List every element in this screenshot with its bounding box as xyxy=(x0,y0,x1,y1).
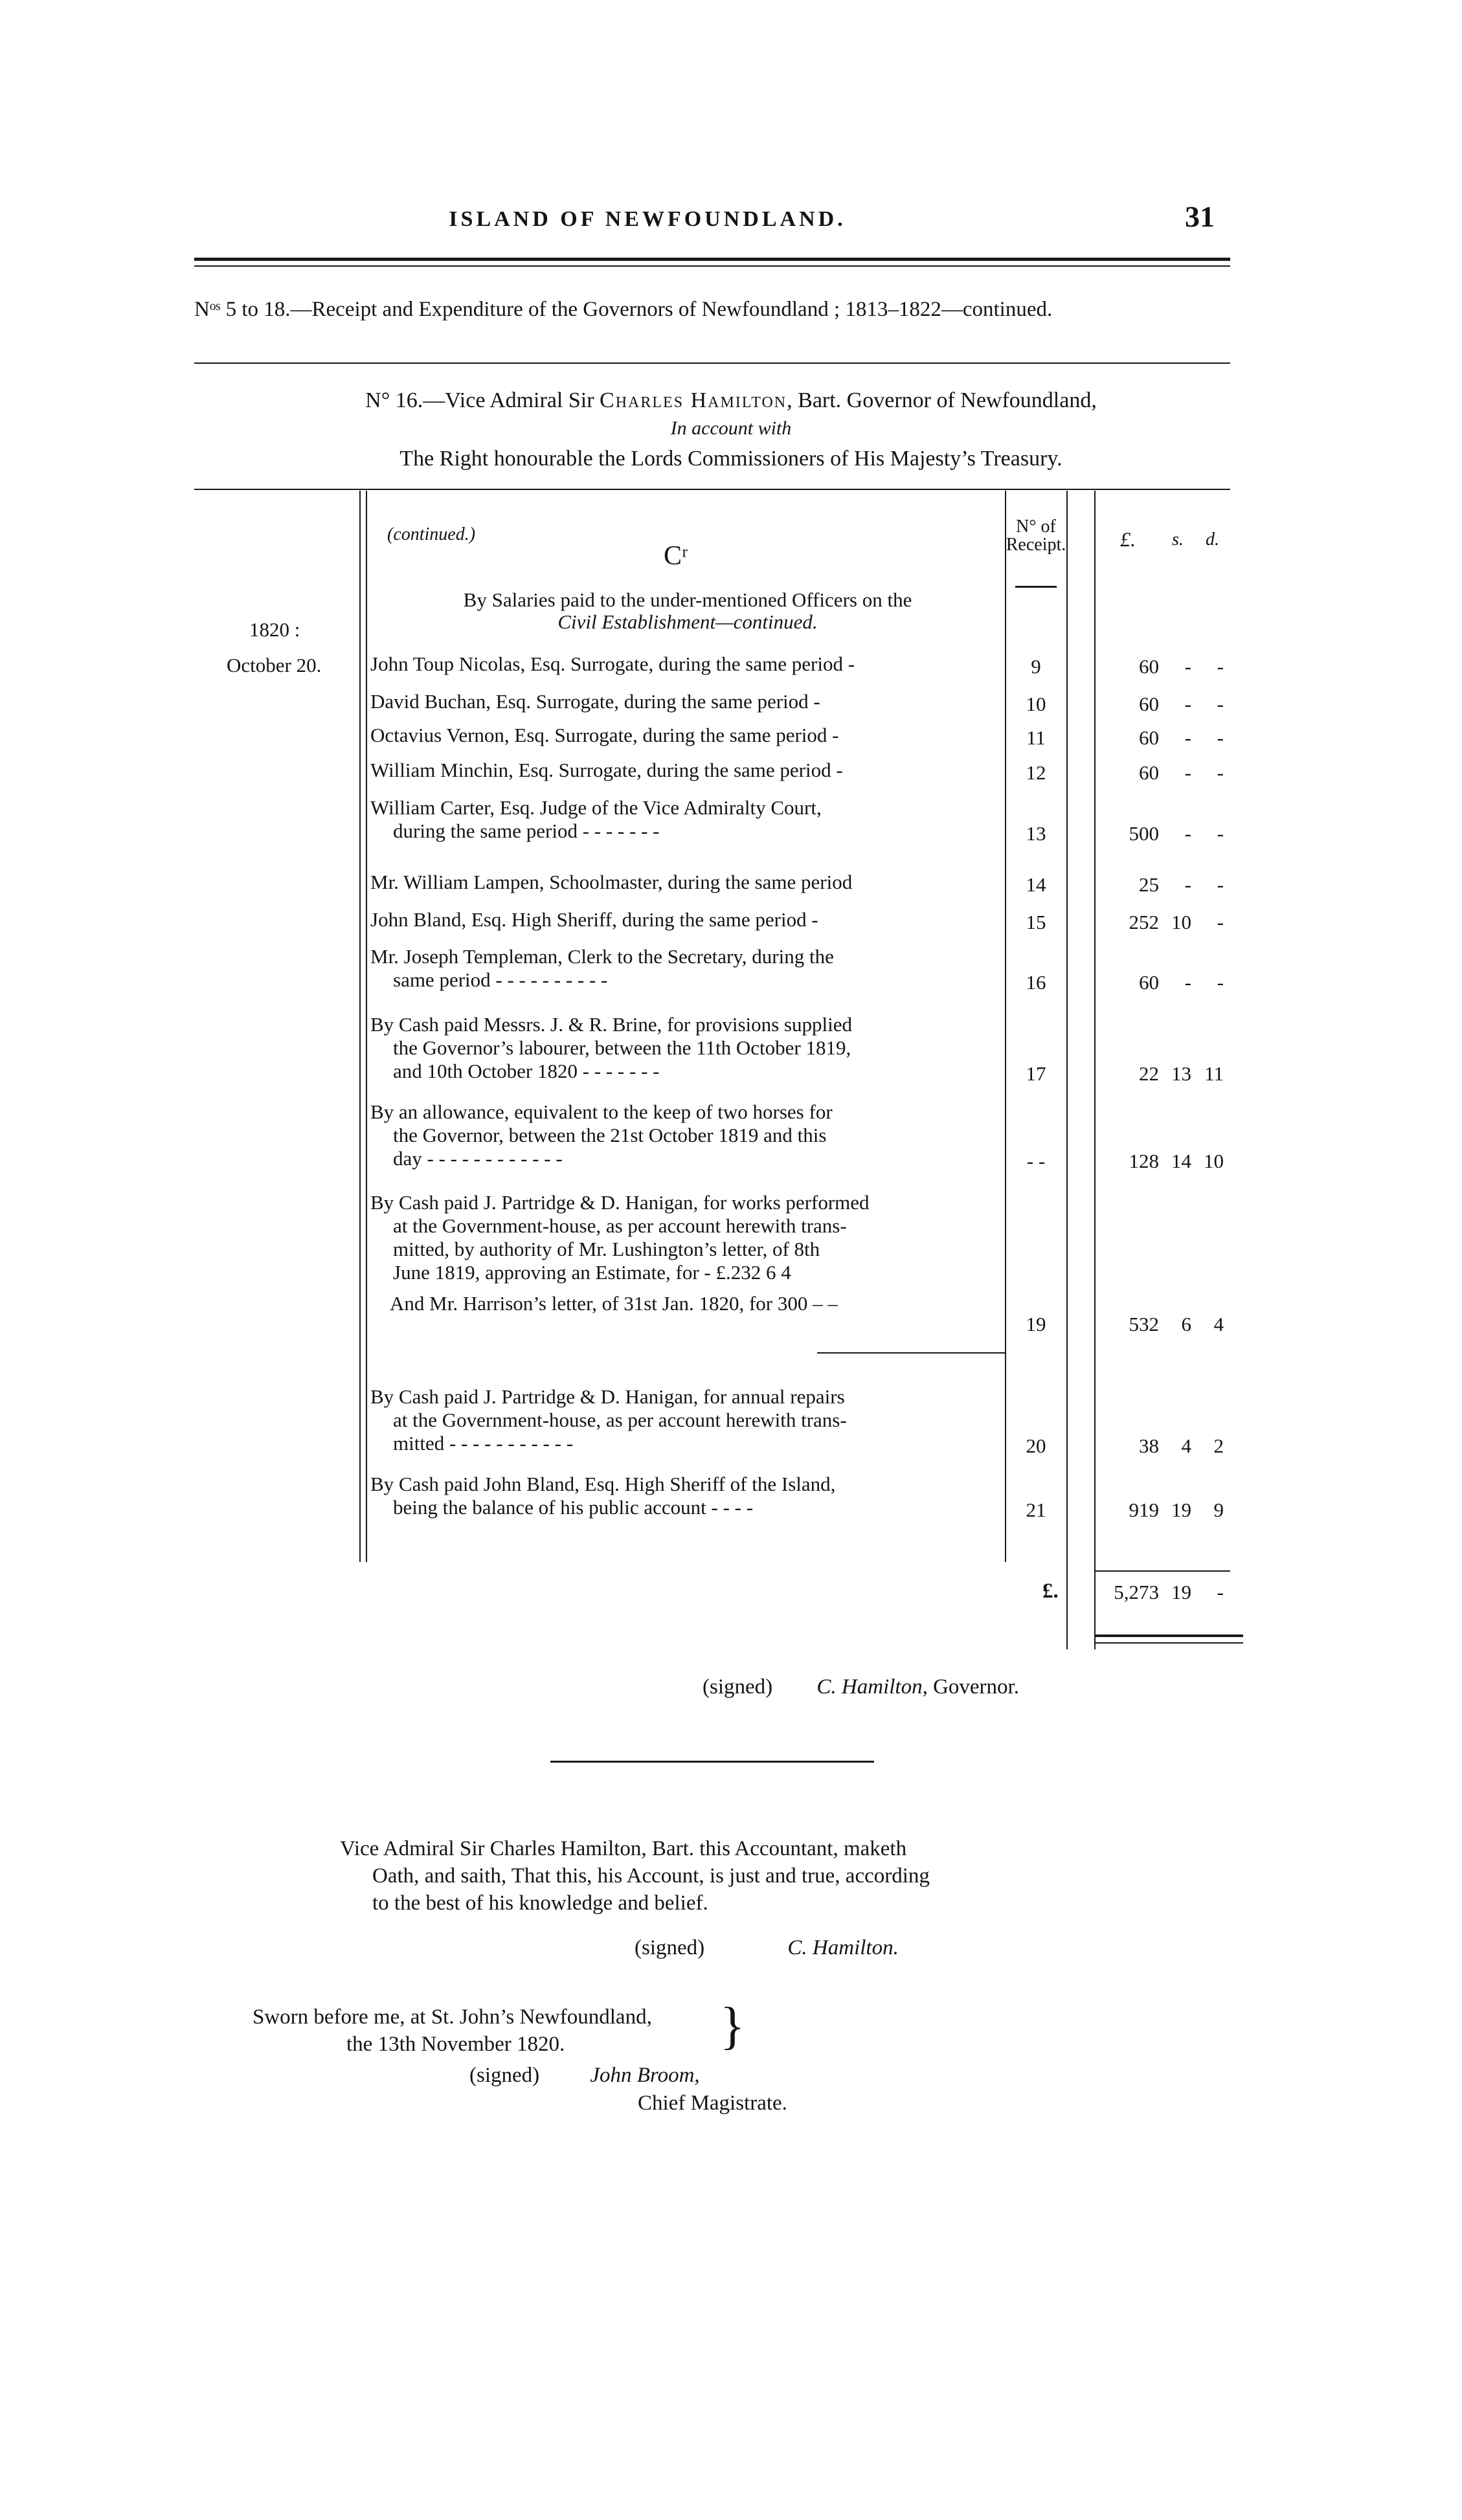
amount-pounds: 60 xyxy=(1139,761,1159,784)
amount-pence: 9 xyxy=(1213,1499,1224,1521)
amount-pounds: 60 xyxy=(1139,971,1159,994)
total-symbol: £. xyxy=(1042,1579,1059,1603)
receipt-number: 19 xyxy=(1026,1313,1046,1335)
receipt-number: 16 xyxy=(1026,971,1046,994)
entry-text xyxy=(370,945,1018,992)
shillings-header: s. xyxy=(1172,530,1184,550)
amount-shillings: - xyxy=(1184,693,1191,715)
date-col-divider-b xyxy=(366,491,367,1562)
amount-pounds: 25 xyxy=(1139,873,1159,896)
entry-line: By an allowance, equivalent to the keep of two horses for xyxy=(370,1100,833,1123)
entry-line: Mr. William Lampen, Schoolmaster, during the same period xyxy=(370,871,853,893)
entry-line: And Mr. Harrison’s letter, of 31st Jan. 1820, for 300 – – xyxy=(390,1292,838,1315)
total-rule-bottom-b xyxy=(1094,1642,1243,1644)
amount-shillings: - xyxy=(1184,873,1191,896)
entry-text xyxy=(370,1100,1018,1170)
amount-shillings: 6 xyxy=(1181,1313,1191,1335)
entry-line: John Bland, Esq. High Sheriff, during the same period - xyxy=(370,908,818,931)
sworn-name: John Broom, xyxy=(590,2064,700,2087)
amount-pounds: 919 xyxy=(1129,1499,1159,1521)
entry-line: mitted - - - - - - - - - - - xyxy=(393,1432,574,1455)
entry-text xyxy=(370,1473,1018,1519)
receipt-number: - - xyxy=(1026,1150,1046,1172)
amount-shillings: - xyxy=(1184,726,1191,749)
account-with: In account with xyxy=(670,418,792,439)
entry-line: being the balance of his public account - - - - xyxy=(393,1496,754,1519)
table-top-rule xyxy=(194,489,1230,490)
sworn-signature xyxy=(469,2062,700,2089)
entry-text xyxy=(370,1191,1018,1315)
oath-signed: (signed) xyxy=(635,1936,705,1959)
sworn-paragraph xyxy=(253,2003,652,2058)
amount-shillings: - xyxy=(1184,822,1191,845)
amount-shillings: 14 xyxy=(1171,1150,1191,1172)
amount-shillings: - xyxy=(1184,971,1191,994)
header-rule-thick xyxy=(194,258,1230,261)
account-heading xyxy=(0,388,1462,413)
amount-pounds: 22 xyxy=(1139,1062,1159,1085)
oath-line1: Vice Admiral Sir Charles Hamilton, Bart. this Accountant, maketh xyxy=(340,1837,907,1860)
entry-line: same period - - - - - - - - - - xyxy=(393,968,608,991)
sworn-line2: the 13th November 1820. xyxy=(346,2033,565,2056)
receipt-header-line2: Receipt. xyxy=(1006,535,1066,555)
amount-shillings: 19 xyxy=(1171,1499,1191,1521)
entry-text xyxy=(370,690,1018,713)
amount-pence: - xyxy=(1217,761,1224,784)
signer-name: C. Hamilton, xyxy=(816,1675,928,1699)
entry-text xyxy=(370,759,1018,782)
entry-text xyxy=(370,724,1018,747)
total-shillings: 19 xyxy=(1171,1581,1191,1603)
amount-pounds: 60 xyxy=(1139,693,1159,715)
amount-shillings: 13 xyxy=(1171,1062,1191,1085)
entry-text xyxy=(370,1385,1018,1455)
amount-pence: - xyxy=(1217,726,1224,749)
signer-title: Governor. xyxy=(933,1675,1019,1699)
amount-pence: - xyxy=(1217,971,1224,994)
amount-pounds: 60 xyxy=(1139,726,1159,749)
oath-line3: to the best of his knowledge and belief. xyxy=(372,1891,708,1915)
date-label: October 20. xyxy=(227,654,322,676)
entry-line: William Minchin, Esq. Surrogate, during the same period - xyxy=(370,759,843,781)
separator-rule xyxy=(550,1761,874,1763)
amount-pence: - xyxy=(1217,911,1224,933)
entry-line: John Toup Nicolas, Esq. Surrogate, during the same period - xyxy=(370,652,855,675)
entry-line: By Cash paid J. Partridge & D. Hanigan, for works performed xyxy=(370,1191,870,1214)
date-col-divider xyxy=(359,491,361,1562)
entry-line: mitted, by authority of Mr. Lushington’s letter, of 8th xyxy=(393,1238,820,1260)
amount-pence: - xyxy=(1217,822,1224,845)
amount-pounds: 500 xyxy=(1129,822,1159,845)
amount-shillings: 4 xyxy=(1181,1434,1191,1457)
receipt-number: 12 xyxy=(1026,761,1046,784)
intro-line1: By Salaries paid to the under-mentioned Officers on the xyxy=(463,588,912,611)
entry-line: By Cash paid Messrs. J. & R. Brine, for provisions supplied xyxy=(370,1013,852,1036)
pounds-header: £. xyxy=(1120,528,1136,551)
account-prefix: N° 16.—Vice Admiral Sir xyxy=(365,388,600,412)
sworn-signed: (signed) xyxy=(469,2064,540,2087)
amount-shillings: - xyxy=(1184,761,1191,784)
receipt-number: 11 xyxy=(1026,726,1046,749)
entry-line: William Carter, Esq. Judge of the Vice Admiralty Court, xyxy=(370,796,822,819)
continued-label: (continued.) xyxy=(387,524,476,544)
receipt-number: 21 xyxy=(1026,1499,1046,1521)
signed-label: (signed) xyxy=(703,1675,773,1699)
amount-pounds: 60 xyxy=(1139,655,1159,678)
entry-line: the Governor, between the 21st October 1819 and this xyxy=(393,1124,827,1146)
receipt-header-rule xyxy=(1015,586,1057,588)
entry-line: Octavius Vernon, Esq. Surrogate, during the same period - xyxy=(370,724,839,746)
amount-pounds: 38 xyxy=(1139,1434,1159,1457)
receipt-number: 20 xyxy=(1026,1434,1046,1457)
receipt-number: 10 xyxy=(1026,693,1046,715)
entry-line: By Cash paid John Bland, Esq. High Sheriff of the Island, xyxy=(370,1473,836,1495)
salaries-intro xyxy=(370,589,1005,633)
subtotal-rule-19 xyxy=(817,1352,1005,1354)
pence-header: d. xyxy=(1206,530,1219,550)
oath-line2: Oath, and saith, That this, his Account, is just and true, according xyxy=(372,1864,930,1888)
entry-text xyxy=(370,652,1018,676)
entry-text xyxy=(370,908,1018,931)
entry-line: David Buchan, Esq. Surrogate, during the same period - xyxy=(370,690,820,713)
amount-pence: 11 xyxy=(1204,1062,1224,1085)
subtitle-rule xyxy=(194,362,1230,364)
amount-pence: 2 xyxy=(1213,1434,1224,1457)
total-rule-top xyxy=(1094,1570,1230,1572)
entry-line: Mr. Joseph Templeman, Clerk to the Secretary, during the xyxy=(370,945,834,968)
amount-shillings: 10 xyxy=(1171,911,1191,933)
amount-pounds: 252 xyxy=(1129,911,1159,933)
subtitle: Nᵒˢ 5 to 18.—Receipt and Expenditure of the Governors of Newfoundland ; 1813–1822—continued. xyxy=(194,298,1053,321)
entry-line: day - - - - - - - - - - - - xyxy=(393,1147,563,1170)
amount-pence: - xyxy=(1217,655,1224,678)
receipt-header-line1: N° of xyxy=(1016,517,1056,537)
signature-governor xyxy=(703,1673,1019,1700)
receipt-number: 9 xyxy=(1031,655,1041,678)
oath-name: C. Hamilton. xyxy=(787,1936,899,1959)
money-col-left xyxy=(1094,491,1096,1649)
receipt-number: 15 xyxy=(1026,911,1046,933)
cr-label: Cʳ xyxy=(664,541,688,571)
header-rule-thin xyxy=(194,265,1230,267)
receipt-number: 17 xyxy=(1026,1062,1046,1085)
amount-pence: 4 xyxy=(1213,1313,1224,1335)
entry-text xyxy=(370,1013,1018,1083)
amount-shillings: - xyxy=(1184,655,1191,678)
entry-line: at the Government-house, as per account herewith trans- xyxy=(393,1409,847,1431)
total-rule-bottom-a xyxy=(1094,1634,1243,1637)
year-label: 1820 : xyxy=(249,618,300,641)
sworn-brace: } xyxy=(720,1998,745,2055)
governor-name: Charles Hamilton xyxy=(600,388,787,412)
page-number: 31 xyxy=(1185,200,1215,233)
entry-line: June 1819, approving an Estimate, for - £.232 6 4 xyxy=(393,1261,791,1284)
entry-text xyxy=(370,796,1018,843)
amount-pounds: 532 xyxy=(1129,1313,1159,1335)
amount-pence: 10 xyxy=(1204,1150,1224,1172)
entry-line: By Cash paid J. Partridge & D. Hanigan, for annual repairs xyxy=(370,1385,845,1408)
oath-signature xyxy=(635,1934,899,1961)
account-suffix: , Bart. Governor of Newfoundland, xyxy=(787,388,1097,412)
receipt-number: 14 xyxy=(1026,873,1046,896)
sworn-line1: Sworn before me, at St. John’s Newfoundland, xyxy=(253,2005,652,2029)
receipt-number: 13 xyxy=(1026,822,1046,845)
oath-paragraph xyxy=(340,1835,1117,1917)
amount-pounds: 128 xyxy=(1129,1150,1159,1172)
sworn-title: Chief Magistrate. xyxy=(638,2091,787,2115)
intro-line2: Civil Establishment—continued. xyxy=(557,610,818,633)
total-pounds: 5,273 xyxy=(1114,1581,1159,1603)
entry-line: and 10th October 1820 - - - - - - - xyxy=(393,1060,660,1082)
amount-pence: - xyxy=(1217,693,1224,715)
account-party: The Right honourable the Lords Commissioners of His Majesty’s Treasury. xyxy=(399,447,1063,471)
total-pence: - xyxy=(1217,1581,1224,1603)
receipt-header xyxy=(1005,518,1067,554)
amount-pence: - xyxy=(1217,873,1224,896)
entry-line: the Governor’s labourer, between the 11th October 1819, xyxy=(393,1036,851,1059)
entry-line: during the same period - - - - - - - xyxy=(393,820,660,842)
running-head: ISLAND OF NEWFOUNDLAND. xyxy=(449,207,846,231)
entry-line: at the Government-house, as per account herewith trans- xyxy=(393,1214,847,1237)
entry-text xyxy=(370,871,1018,894)
